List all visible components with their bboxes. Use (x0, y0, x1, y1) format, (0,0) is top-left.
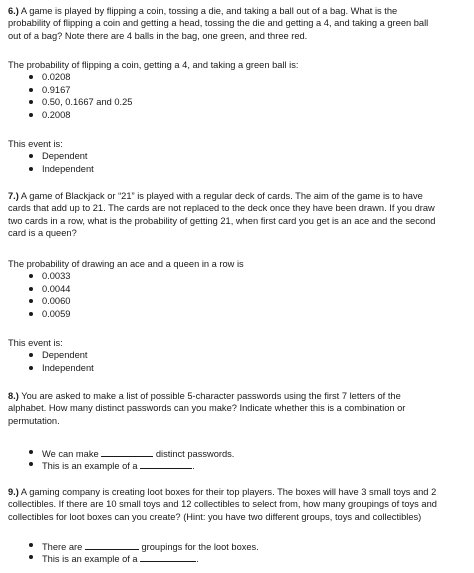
question-7-event-options (8, 349, 468, 374)
option-item[interactable] (8, 308, 468, 320)
bullet-text: This is an example of a (42, 554, 141, 565)
question-6-event (8, 138, 468, 175)
bullet-icon (29, 154, 33, 158)
question-6-number: 6.) (8, 6, 19, 16)
bullet-icon (29, 113, 33, 117)
bullet-icon (29, 366, 33, 370)
option-label: 0.9167 (42, 84, 71, 95)
question-8-bullets (8, 446, 468, 471)
event-option-independent[interactable] (8, 362, 468, 374)
question-7-line-2: cards that add up to 21. The cards are not replaced to the deck once they have been drawn. If you draw (8, 203, 435, 214)
option-label: 0.0059 (42, 308, 71, 319)
bullet-text: groupings for the loot boxes. (138, 542, 259, 552)
question-7-text (8, 190, 468, 202)
bullet-icon (29, 100, 33, 104)
question-6-line-3: out of a bag? Note there are 4 balls in the bag, one green, and three red. (8, 30, 308, 41)
question-9-text (8, 486, 468, 498)
question-8-text (8, 390, 468, 402)
event-option-dependent[interactable] (8, 150, 468, 162)
question-8-bullet-count (8, 446, 468, 458)
question-8-line-3: permutation. (8, 415, 60, 426)
bullet-text: There are (42, 542, 85, 552)
bullet-icon (29, 75, 33, 79)
event-option-dependent[interactable] (8, 349, 468, 361)
answer-blank-count[interactable] (101, 446, 153, 457)
option-item[interactable] (8, 84, 468, 96)
question-7-options (8, 270, 468, 320)
question-7-line-4: card is a queen? (8, 228, 77, 239)
question-7-event (8, 337, 468, 374)
question-7-event-prompt: This event is: (8, 338, 63, 348)
bullet-text: This is an example of a (42, 461, 141, 472)
question-8-answer (8, 446, 468, 471)
question-9-line-2: collectibles. If there are 10 small toys and 12 collectibles to select from, how many groupings of toys and (8, 499, 437, 510)
bullet-icon (29, 353, 33, 357)
option-item[interactable] (8, 270, 468, 282)
question-9-bullet-type (8, 551, 468, 563)
option-label: 0.0044 (42, 283, 71, 294)
question-9-answer (8, 539, 468, 564)
bullet-text: . (192, 461, 195, 472)
question-6-options (8, 71, 468, 121)
question-8-bullet-type (8, 458, 468, 470)
option-label: 0.0208 (42, 72, 71, 83)
bullet-text: . (196, 554, 199, 565)
bullet-icon (29, 287, 33, 291)
option-label: Dependent (42, 151, 88, 162)
bullet-icon (29, 555, 33, 559)
question-7 (8, 190, 468, 240)
answer-blank-count[interactable] (85, 539, 139, 550)
question-6-text (8, 5, 468, 17)
option-item[interactable] (8, 71, 468, 83)
question-6-line-2: probability of flipping a coin and getting a head, tossing the die and getting a 4, and taking a green ball (8, 18, 429, 29)
question-7-answer (8, 258, 468, 320)
option-item[interactable] (8, 96, 468, 108)
question-6-event-options (8, 150, 468, 175)
answer-blank-type[interactable] (140, 551, 196, 562)
question-9-line-3: collectibles for loot boxes can you create? (Hint: you have two different groups, toys and collectibles) (8, 511, 422, 522)
answer-blank-type[interactable] (140, 458, 192, 469)
bullet-text: distinct passwords. (153, 449, 235, 459)
option-label: 0.0060 (42, 296, 71, 307)
question-6-answer (8, 59, 468, 121)
bullet-icon (29, 274, 33, 278)
question-9-bullets (8, 539, 468, 564)
event-option-independent[interactable] (8, 163, 468, 175)
question-6-line-1: A game is played by flipping a coin, tossing a die, and taking a ball out of a bag. What is the (18, 6, 398, 16)
question-8 (8, 390, 468, 427)
question-8-number: 8.) (8, 391, 19, 401)
bullet-icon (29, 462, 33, 466)
option-label: Independent (42, 163, 94, 174)
question-6-event-prompt: This event is: (8, 139, 63, 149)
question-9-bullet-count (8, 539, 468, 551)
question-6 (8, 5, 468, 42)
question-9-line-1: A gaming company is creating loot boxes for their top players. The boxes will have 3 small toys and 2 (18, 487, 437, 497)
bullet-icon (29, 299, 33, 303)
question-6-prompt: The probability of flipping a coin, getting a 4, and taking a green ball is: (8, 60, 299, 70)
bullet-text: We can make (42, 449, 102, 459)
option-item[interactable] (8, 109, 468, 121)
bullet-icon (29, 88, 33, 92)
question-7-number: 7.) (8, 191, 19, 201)
bullet-icon (29, 543, 33, 547)
question-9-number: 9.) (8, 487, 19, 497)
question-9 (8, 486, 468, 523)
bullet-icon (29, 450, 33, 454)
option-label: 0.0033 (42, 271, 71, 282)
bullet-icon (29, 167, 33, 171)
option-label: 0.50, 0.1667 and 0.25 (42, 97, 133, 108)
bullet-icon (29, 312, 33, 316)
question-8-line-1: You are asked to make a list of possible 5-character passwords using the first 7 letters of the (18, 391, 401, 401)
question-8-line-2: alphabet. How many distinct passwords can you make? Indicate whether this is a combination or (8, 403, 406, 414)
option-label: Dependent (42, 350, 88, 361)
question-7-prompt: The probability of drawing an ace and a queen in a row is (8, 259, 244, 269)
option-item[interactable] (8, 283, 468, 295)
question-7-line-1: A game of Blackjack or “21” is played with a regular deck of cards. The aim of the game is to have (18, 191, 423, 201)
question-7-line-3: two cards in a row, what is the probability of getting 21, when first card you get is an ace and the second (8, 215, 436, 226)
option-item[interactable] (8, 295, 468, 307)
option-label: 0.2008 (42, 109, 71, 120)
option-label: Independent (42, 362, 94, 373)
